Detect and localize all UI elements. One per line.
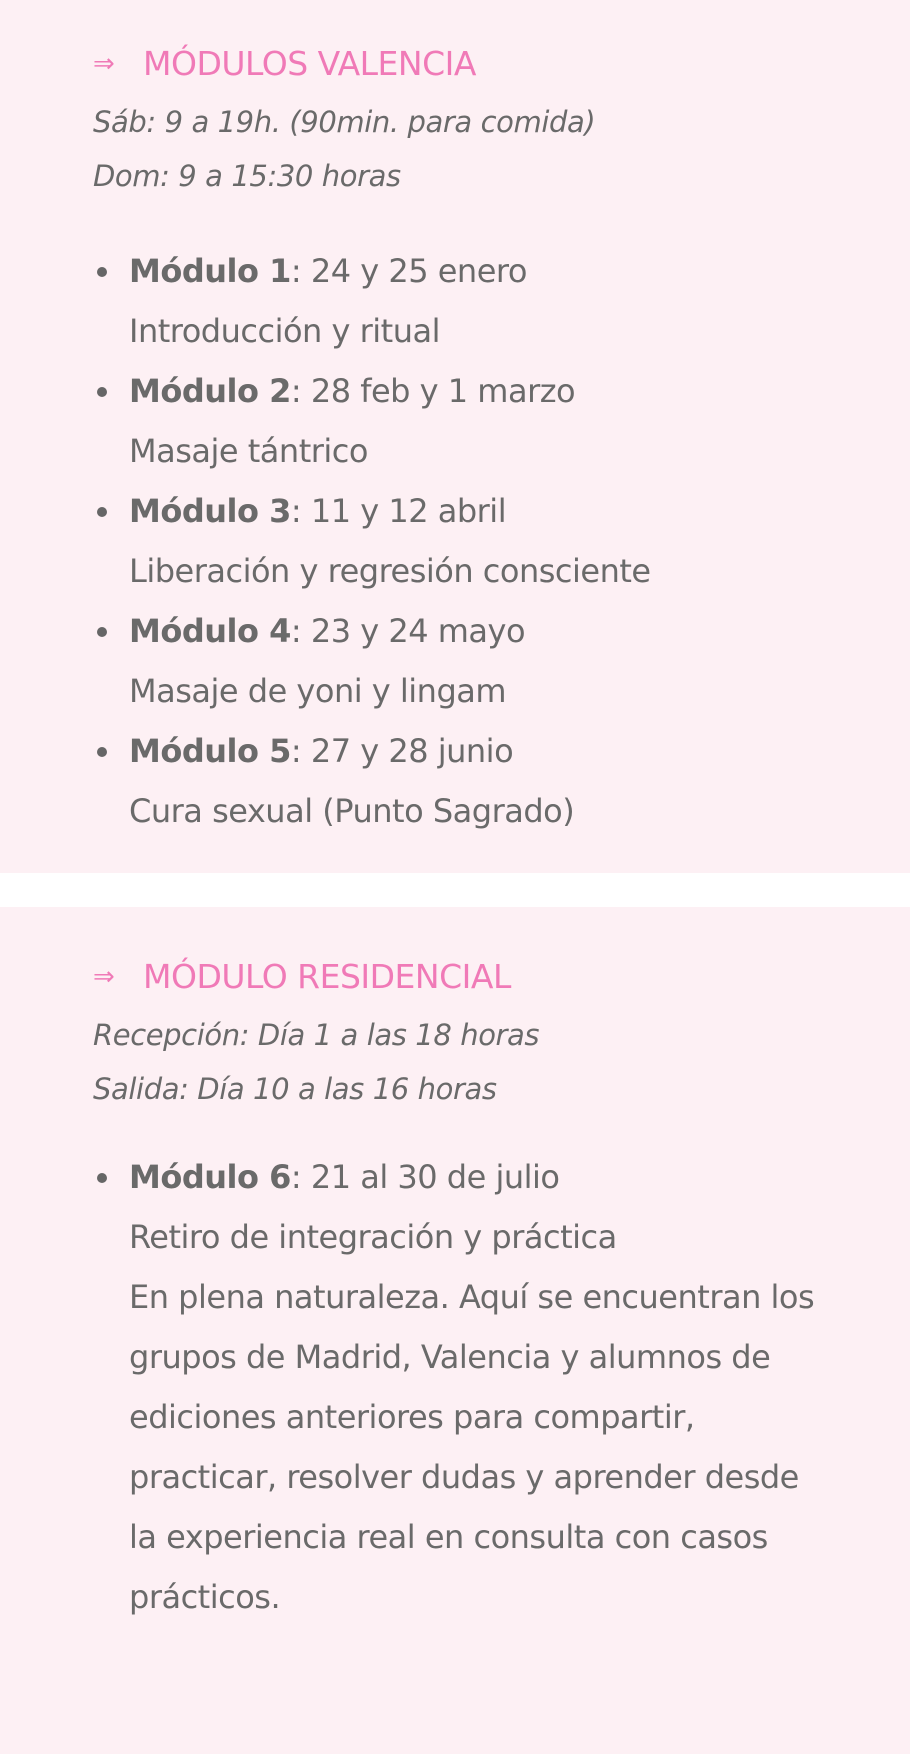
- list-item-module-5: [93, 721, 873, 841]
- module-title: Módulo 1: [129, 252, 291, 290]
- module-topic: Introducción y ritual: [129, 312, 440, 350]
- schedule-saturday: Sáb: 9 a 19h. (90min. para comida): [93, 105, 596, 139]
- section-title: MÓDULOS VALENCIA: [143, 44, 476, 83]
- module-title: Módulo 2: [129, 372, 291, 410]
- module-title: Módulo 5: [129, 732, 291, 770]
- module-description-line: la experiencia real en consulta con casos: [129, 1518, 768, 1556]
- module-description-line: prácticos.: [129, 1578, 281, 1616]
- list-item-module-2: [93, 361, 873, 481]
- module-description-line: ediciones anteriores para compartir,: [129, 1398, 695, 1436]
- module-list: [93, 241, 873, 841]
- module-date: : 11 y 12 abril: [290, 492, 507, 530]
- module-topic: Retiro de integración y práctica: [129, 1218, 617, 1256]
- list-item-module-1: [93, 241, 873, 361]
- module-description-line: En plena naturaleza. Aquí se encuentran los: [129, 1278, 815, 1316]
- section-title: MÓDULO RESIDENCIAL: [143, 957, 511, 996]
- section-heading-residencial: [93, 957, 511, 996]
- arrow-icon: ⇒: [93, 961, 115, 992]
- module-topic: Liberación y regresión consciente: [129, 552, 651, 590]
- module-description-line: grupos de Madrid, Valencia y alumnos de: [129, 1338, 771, 1376]
- module-list: [93, 1147, 873, 1627]
- module-topic: Masaje de yoni y lingam: [129, 672, 507, 710]
- module-topic: Masaje tántrico: [129, 432, 368, 470]
- module-title: Módulo 4: [129, 612, 291, 650]
- module-date: : 21 al 30 de julio: [290, 1158, 560, 1196]
- module-topic: Cura sexual (Punto Sagrado): [129, 792, 575, 830]
- module-title: Módulo 6: [129, 1158, 291, 1196]
- schedule-departure: Salida: Día 10 a las 16 horas: [93, 1072, 497, 1106]
- list-item-module-4: [93, 601, 873, 721]
- schedule-sunday: Dom: 9 a 15:30 horas: [93, 159, 401, 193]
- list-item-module-3: [93, 481, 873, 601]
- module-date: : 24 y 25 enero: [290, 252, 527, 290]
- schedule-reception: Recepción: Día 1 a las 18 horas: [93, 1018, 540, 1052]
- module-date: : 23 y 24 mayo: [290, 612, 526, 650]
- module-description-line: practicar, resolver dudas y aprender desde: [129, 1458, 799, 1496]
- list-item-module-6: [93, 1147, 873, 1627]
- section-heading-valencia: [93, 44, 476, 83]
- module-title: Módulo 3: [129, 492, 291, 530]
- module-date: : 28 feb y 1 marzo: [290, 372, 576, 410]
- modulo-residencial-card: [0, 907, 910, 1754]
- module-date: : 27 y 28 junio: [290, 732, 514, 770]
- modulos-valencia-card: [0, 0, 910, 873]
- arrow-icon: ⇒: [93, 48, 115, 79]
